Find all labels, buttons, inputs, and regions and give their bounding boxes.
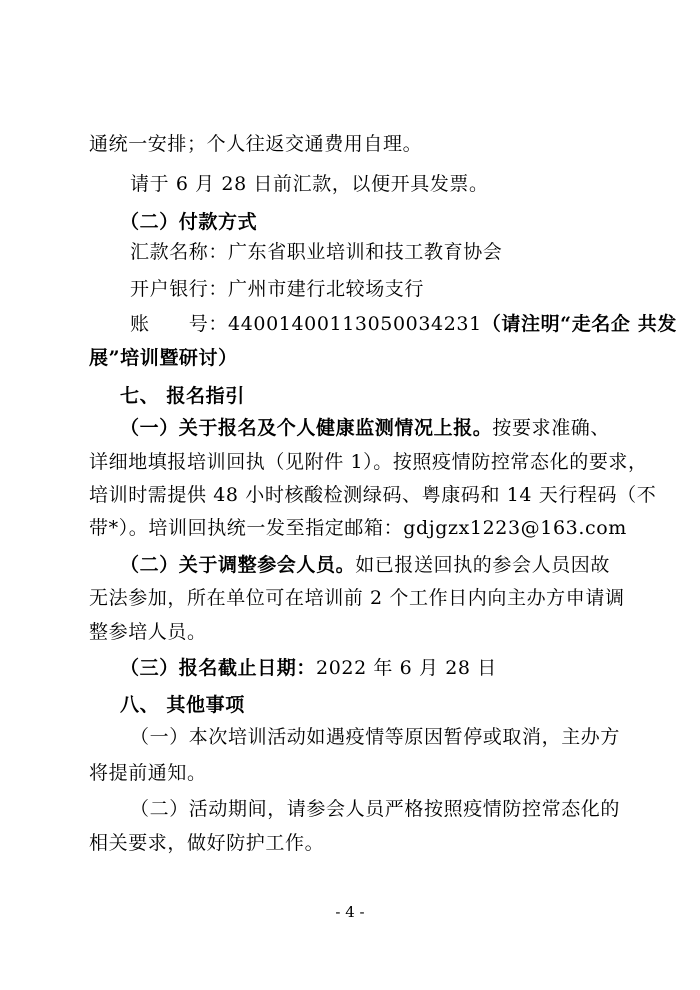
email-line: 带*）。培训回执统一发至指定邮箱：gdjgzx1223@163.com — [89, 517, 627, 539]
payment-deadline-line: 请于 6 月 28 日前汇款，以便开具发票。 — [130, 173, 489, 195]
registration-item-1-text: 按要求准确、 — [492, 417, 611, 439]
other-matters-item-1: （一）本次培训活动如遇疫情等原因暂停或取消，主办方 — [130, 726, 621, 748]
account-number-text: 账 号：44001400113050034231 — [130, 313, 482, 335]
paragraph-line: 无法参加，所在单位可在培训前 2 个工作日内向主办方申请调 — [89, 587, 625, 609]
remark-note: （请注明“走名企 共发 — [481, 313, 677, 335]
section-heading-registration: 七、 报名指引 — [120, 385, 245, 407]
registration-item-2-heading: （二）关于调整参会人员。 — [120, 554, 356, 576]
paragraph-line: 将提前通知。 — [89, 762, 207, 784]
registration-item-2 — [120, 553, 610, 577]
paragraph-line: 培训时需提供 48 小时核酸检测绿码、粤康码和 14 天行程码（不 — [89, 484, 657, 506]
registration-item-2-text: 如已报送回执的参会人员因故 — [355, 554, 611, 576]
account-name-line: 汇款名称：广东省职业培训和技工教育协会 — [130, 241, 503, 263]
paragraph-line: 相关要求，做好防护工作。 — [89, 832, 325, 854]
registration-deadline-label: （三）报名截止日期： — [120, 657, 317, 679]
registration-deadline-date: 2022 年 6 月 28 日 — [316, 657, 497, 679]
registration-deadline-line — [120, 656, 497, 680]
paragraph-line: 详细地填报培训回执（见附件 1）。按照疫情防控常态化的要求， — [89, 451, 648, 473]
remark-note-continued: 展”培训暨研讨） — [89, 347, 238, 369]
section-heading-other-matters: 八、 其他事项 — [120, 694, 245, 716]
bank-line: 开户银行：广州市建行北较场支行 — [130, 278, 425, 300]
paragraph-line: 整参培人员。 — [89, 621, 207, 643]
paragraph-line: 通统一安排；个人往返交通费用自理。 — [89, 133, 423, 155]
section-heading-payment-method: （二）付款方式 — [120, 211, 258, 233]
page-number: - 4 - — [335, 903, 365, 921]
other-matters-item-2: （二）活动期间，请参会人员严格按照疫情防控常态化的 — [130, 798, 621, 820]
account-number-line — [130, 312, 677, 336]
registration-item-1-heading: （一）关于报名及个人健康监测情况上报。 — [120, 417, 493, 439]
registration-item-1 — [120, 416, 610, 440]
